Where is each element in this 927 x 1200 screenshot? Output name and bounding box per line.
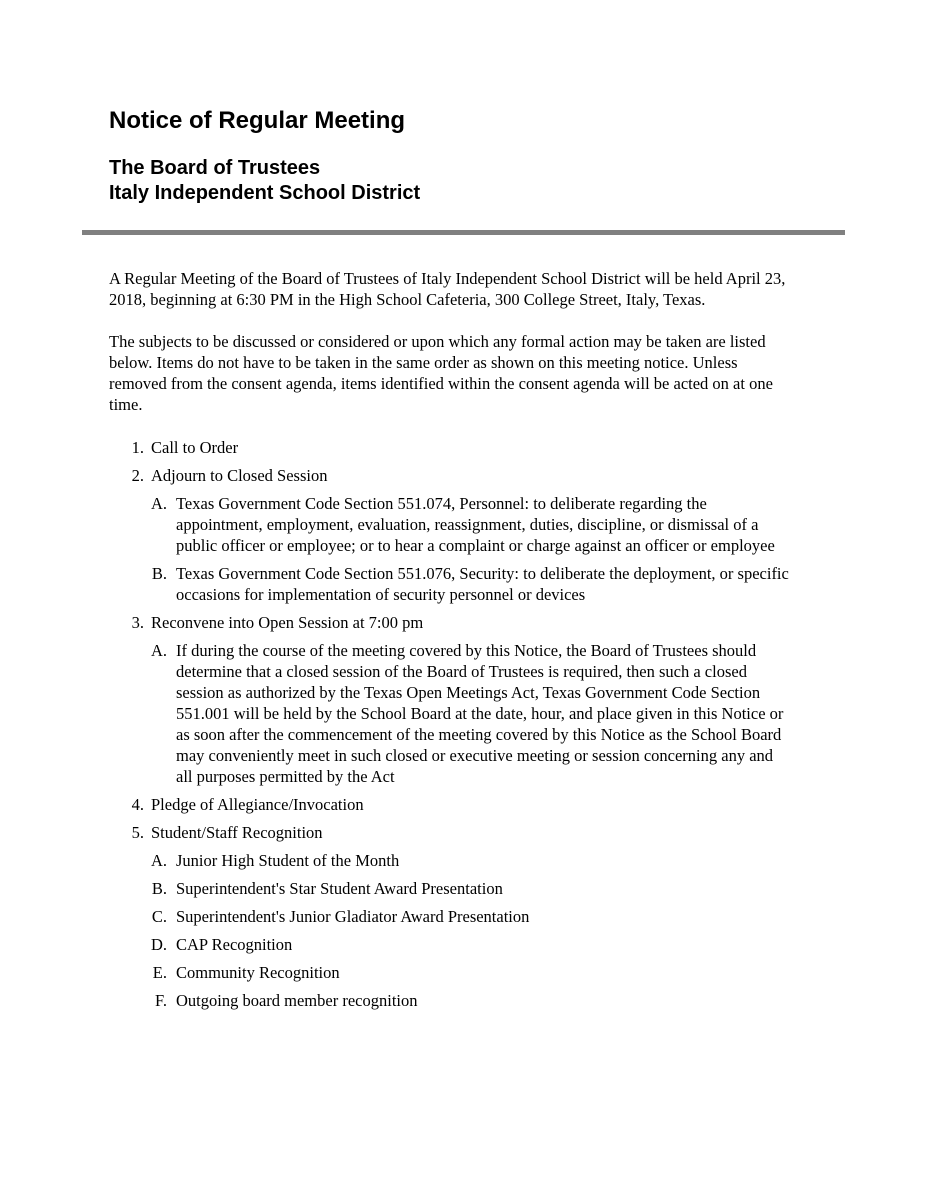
header-divider (82, 230, 845, 235)
agenda-subitem-text: Community Recognition (176, 963, 340, 982)
agenda-item-number: 3. (131, 613, 144, 632)
agenda-item-2 (131, 465, 792, 486)
agenda-subitem-5D (149, 934, 792, 955)
agenda-item-number: 4. (131, 795, 144, 814)
agenda-item-text: Student/Staff Recognition (151, 823, 323, 842)
agenda-list (109, 437, 792, 1011)
agenda-subitem-letter: A. (150, 494, 167, 513)
subtitle-district: Italy Independent School District (109, 182, 421, 204)
agenda-subitem-5E (149, 962, 792, 983)
agenda-subitem-5B (149, 878, 792, 899)
agenda-subitem-letter: E. (152, 963, 167, 982)
agenda-subitem-text: Texas Government Code Section 551.076, Security: to deliberate the deployment, or specific occasions for implementation of security personnel or devices (176, 564, 789, 604)
agenda-subitem-letter: A. (150, 641, 167, 660)
agenda-item-text: Call to Order (151, 438, 239, 457)
agenda-subitem-letter: D. (150, 935, 167, 954)
agenda-item-1 (131, 437, 792, 458)
agenda-subitem-text: CAP Recognition (176, 935, 293, 954)
agenda-subitem-letter: B. (151, 879, 167, 898)
agenda-subitem-text: Superintendent's Junior Gladiator Award Presentation (176, 907, 530, 926)
document-title: Notice of Regular Meeting (109, 107, 406, 134)
agenda-subitem-5F (149, 990, 792, 1011)
agenda-subitem-text: Outgoing board member recognition (176, 991, 418, 1010)
agenda-item-number: 5. (131, 823, 144, 842)
agenda-item-text: Pledge of Allegiance/Invocation (151, 795, 364, 814)
agenda-subitem-letter: C. (151, 907, 167, 926)
document-subtitle (109, 156, 792, 206)
agenda-explanation-paragraph: The subjects to be discussed or considered or upon which any formal action may be taken are listed below. Items do not have to be taken in the same order as shown on this meeting notice. Unless removed from the consent agenda, items identified within the consent agenda will be acted on at one time. (109, 332, 773, 414)
agenda-item-number: 1. (131, 438, 144, 457)
agenda-subitem-text: Texas Government Code Section 551.074, Personnel: to deliberate regarding the appointment, employment, evaluation, reassignment, duties, discipline, or dismissal of a public officer or employee; or to hear a complaint or charge against an officer or employee (176, 494, 775, 555)
agenda-subitem-text: If during the course of the meeting covered by this Notice, the Board of Trustees should determine that a closed session of the Board of Trustees is required, then such a closed session as authorized by the Texas Open Meetings Act, Texas Government Code Section 551.001 will be held by the School Board at the date, hour, and place given in this Notice or as soon after the commencement of the meeting covered by this Notice as the School Board may conveniently meet in such closed or executive meeting or session concerning any and all purposes permitted by the Act (176, 641, 784, 786)
agenda-item-4 (131, 794, 792, 815)
agenda-item-text: Adjourn to Closed Session (151, 466, 328, 485)
agenda-subitem-text: Junior High Student of the Month (176, 851, 400, 870)
agenda-subitem-5A (149, 850, 792, 871)
agenda-subitem-2A (149, 493, 792, 556)
agenda-item-5 (131, 822, 792, 843)
agenda-subitem-letter: A. (150, 851, 167, 870)
agenda-subitem-3A (149, 640, 792, 787)
agenda-item-text: Reconvene into Open Session at 7:00 pm (151, 613, 424, 632)
agenda-item-number: 2. (131, 466, 144, 485)
agenda-subitem-letter: B. (151, 564, 167, 583)
subtitle-organization: The Board of Trustees (109, 157, 321, 179)
agenda-subitem-2B (149, 563, 792, 605)
agenda-subitem-5C (149, 906, 792, 927)
agenda-item-3 (131, 612, 792, 633)
agenda-subitem-text: Superintendent's Star Student Award Presentation (176, 879, 503, 898)
agenda-subitem-letter: F. (155, 991, 167, 1010)
meeting-details-paragraph: A Regular Meeting of the Board of Trustees of Italy Independent School District will be held April 23, 2018, beginning at 6:30 PM in the High School Cafeteria, 300 College Street, Italy, Texas. (109, 269, 786, 309)
